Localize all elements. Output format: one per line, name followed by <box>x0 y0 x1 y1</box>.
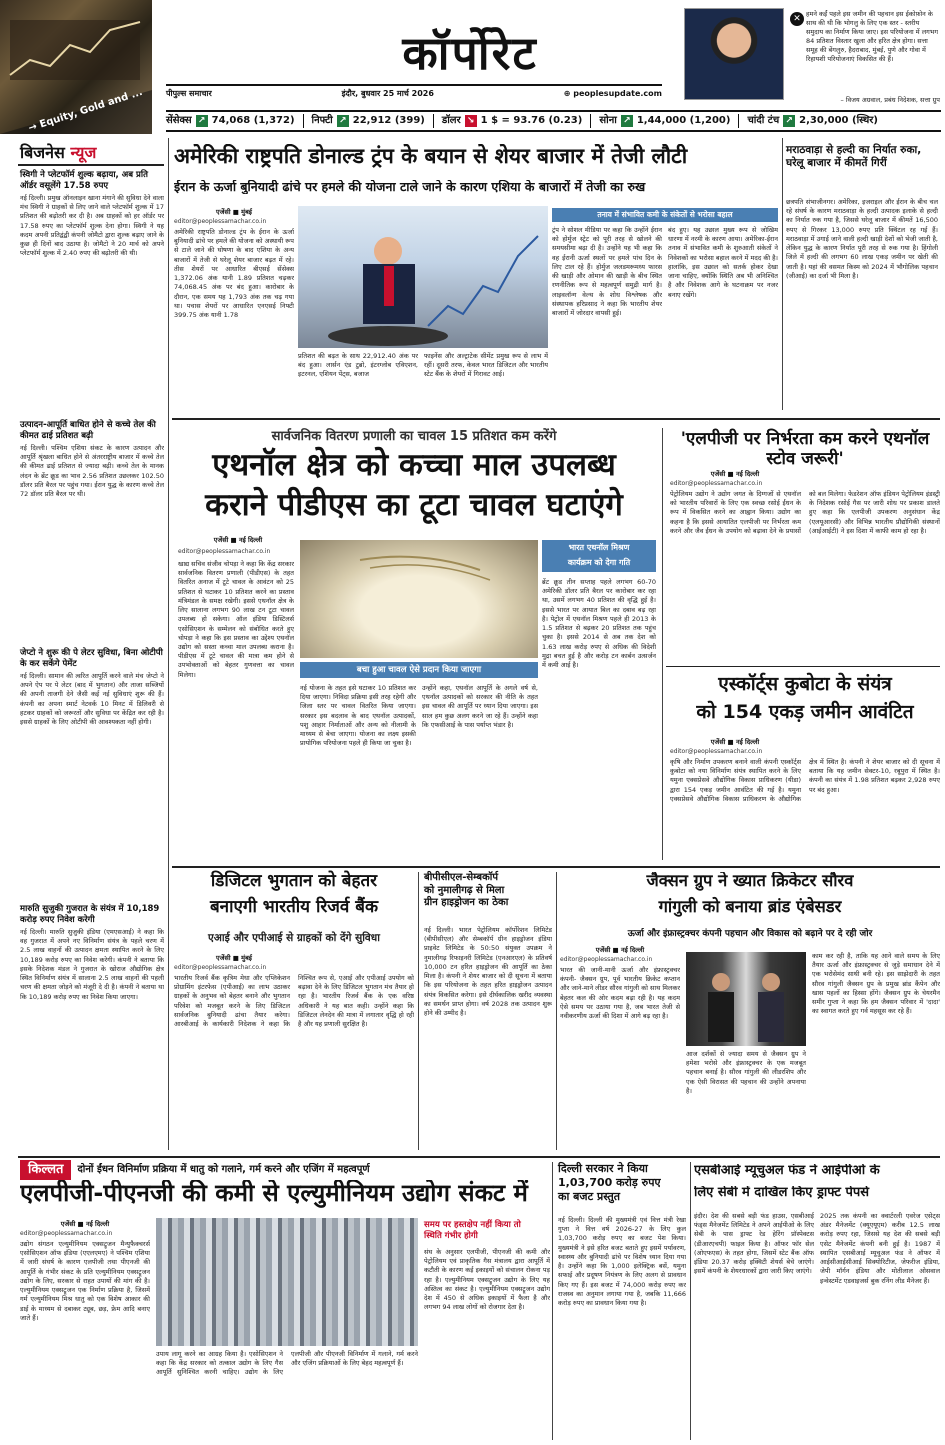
date-line: इंदौर, बुधवार 25 मार्च 2026 <box>341 89 434 98</box>
story-maruti-body: नई दिल्ली। मारुति सुजुकी इंडिया (एमएसआई) ने कहा कि वह गुजरात में अपने नए विनिर्माण संयंत्र के पहले चरण में 2.5 लाख वाहनों की उत्पादन क्षमता स्थापित करने के लिए 10,189 करोड़ रुपए का निवेश करेगी। कंपनी ने बताया कि इसके निदेशक मंडल ने गुजरात के खोराज औद्योगिक क्षेत्र स्थित विनिर्माण संयंत्र में सालाना 2.5 लाख वाहनों की पहली चरण की क्षमता जोड़ने को मंजूरी दे दी है। कंपनी ने बताया था कि 10,189 करोड़ रुपए का निवेश किया जाएगा। <box>20 928 164 1001</box>
lead-email: editor@peoplessamachar.co.in <box>174 218 267 225</box>
lead-subhead: ईरान के ऊर्जा बुनियादी ढांचे पर हमले की योजना टाले जाने के कारण एशिया के बाजारों में तेजी का रुख <box>174 180 646 194</box>
aluminium-side-heading-2: स्थिति गंभीर होगी <box>424 1230 478 1241</box>
stock-image-caption: → Equity, Gold and ... <box>27 86 144 135</box>
market-chart-graphic <box>298 206 548 348</box>
aluminium-side-body: संघ के अनुसार एलपीजी, पीएनजी की कमी और पेट्रोलियम एवं प्राकृतिक गैस मंत्रालय द्वारा आपूर्ति में कटौती के कारण कई इकाइयों को संचालन रोकना पड़ रहा है। एल्युमीनियम एक्सट्रूजन उद्योग के लिए यह अस्तित्व का संकट है। एल्युमीनियम एक्सट्रूजन उद्योग देश में 450 से अधिक इकाइयों में फैला है और लगभग 94 लाख लोगों को रोजगार देता है। <box>424 1248 550 1312</box>
digital-headline-1: डिजिटल भुगतान को बेहतर <box>210 871 378 891</box>
jackson-subhead: ऊर्जा और इंफ्रास्ट्रक्चर कंपनी पहचान और विकास को बढ़ाने पर दे रही जोर <box>627 929 873 939</box>
sbi-body-2: 2025 तक कंपनी का क्वार्टरली एवरेज एसेट्स अंडर मैनेजमेंट (क्यूएयूएम) करीब 12.5 लाख करोड़ रुपए रहा, जिससे यह देश की सबसे बड़ी एसेट मैनेजमेंट कंपनी बनी हुई है। 1987 में स्थापित एसबीआई म्यूचुअल फंड ने ऑफर में आईसीआईसीआई सिक्योरिटीज, जेफरीज इंडिया, जेपी मॉर्गन इंडिया और मोतीलाल ओसवाल इन्वेस्टमेंट एडवाइजर्स बुक रनिंग लीड मैनेजर हैं। <box>820 1212 940 1285</box>
people-graphic <box>686 952 806 1046</box>
jackson-photo-body: आज दर्शकों से ज्यादा समय से जैक्सन ग्रुप ने हमेशा भरोसे और इंफ्रास्ट्रक्चर के एक मजबूत पहचान बनाई है। सौरव गांगुली की लीडरशिप और एक ऐसी विरासत की पहचान की उन्होंने अपनाया है। <box>686 1050 806 1095</box>
jackson-email: editor@peoplessamachar.co.in <box>560 956 653 963</box>
md-portrait <box>684 8 784 100</box>
ticker-sensex-value: 74,068 (1,372) <box>211 115 295 127</box>
aluminium-kicker: दोनों ईंधन विनिर्माण प्रक्रिया में धातु को गलाने, गर्म करने और एजिंग में महत्वपूर्ण <box>77 1164 370 1176</box>
ethanol-kicker: सार्वजनिक वितरण प्रणाली का चावल 15 प्रतिशत कम करेंगे <box>271 429 557 444</box>
killat-row <box>20 1160 540 1180</box>
aluminium-side-heading-1: समय पर हस्तक्षेप नहीं किया तो <box>424 1220 521 1230</box>
ticker-nifty-value: 22,912 (399) <box>352 115 425 127</box>
ticker-gold-label: सोना <box>599 115 617 127</box>
section-title: कॉर्पोरेट <box>402 26 538 80</box>
ethanol-side-caption-1: भारत एथनॉल मिश्रण <box>568 543 630 552</box>
digital-body: भारतीय रिजर्व बैंक कृत्रिम मेधा और एप्लिकेशन प्रोग्रामिंग इंटरफेस (एपीआई) का लाभ उठाकर ग्राहकों के अनुभव को बेहतर बनाने और भुगतान परिवेश को मजबूत करने के लिए डिजिटल सार्वजनिक बुनियादी ढांचा तैयार करेगा। आरबीआई के कार्यकारी निदेशक ने कहा कि निश्चित रूप से, एआई और एपीआई उपयोग को बढ़ावा देने के लिए डिजिटल भुगतान मंच तैयार हो रहा है। भारतीय रिजर्व बैंक के एक वरिष्ठ अधिकारी ने यह बात कही। उन्होंने कहा कि डिजिटल लेनदेन की मात्रा में लगातार वृद्धि हो रही है और यह प्रणाली सुरक्षित है। <box>174 974 414 1029</box>
ethanol-headline-1: एथनॉल क्षेत्र को कच्चा माल उपलब्ध <box>212 447 616 483</box>
ethanol-side-caption-2: कार्यक्रम को देगा गति <box>567 558 631 567</box>
up-arrow-icon: ↗ <box>196 115 208 127</box>
website-text: peoplesupdate.com <box>573 89 662 98</box>
delhi-body: नई दिल्ली। दिल्ली की मुख्यमंत्री एवं वित्त मंत्री रेखा गुप्ता ने वित्त वर्ष 2026-27 के लिए कुल 1,03,700 करोड़ रुपए का बजट पेश किया। मुख्यमंत्री ने इसे हरित बजट बताते हुए इसमें पर्यावरण, स्वास्थ्य और बुनियादी ढांचे पर विशेष ध्यान दिया गया है। उन्होंने कहा कि 1,000 इलेक्ट्रिक बसें, यमुना सफाई और प्रदूषण नियंत्रण के लिए अलग से प्रावधान किए गए हैं। इस बजट में 74,000 करोड़ रुपए कर राजस्व का अनुमान लगाया गया है, जबकि 11,666 करोड़ रुपए का प्रावधान किया गया है। <box>558 1216 686 1307</box>
trump-photo <box>298 206 548 348</box>
business-news-title <box>20 142 160 164</box>
lead-body-2: प्रतिशत की बढ़त के साथ 22,912.40 अंक पर बंद हुआ। लार्सन एंड टुब्रो, इंटरग्लोब एविएशन, इटरनल, एशियन पेंट्स, बजाज <box>298 352 418 379</box>
ticker-sensex-label: सेंसेक्स <box>166 115 192 127</box>
masthead-info <box>166 84 662 100</box>
aluminium-side-heading <box>424 1220 550 1241</box>
ticker-silver-label: चांदी टंच <box>747 115 780 127</box>
delhi-headline-2: 1,03,700 करोड़ रुपए <box>558 1175 661 1189</box>
delhi-headline <box>558 1162 686 1203</box>
jackson-body-2: काम कर रही है, ताकि यह आने वाले समय के लिए तैयार ऊर्जा और इंफ्रास्ट्रक्चर से जुड़े समाधान देने में एक भरोसेमंद साथी बनी रहे। इस साझेदारी के तहत सौरव गांगुली जैक्सन ग्रुप के प्रमुख ब्रांड कैंपेन और खास पहलों का हिस्सा होंगे। जैक्सन ग्रुप के चेयरमैन समीर गुप्ता ने कहा कि हम जैक्सन परिवार में 'दादा' का स्वागत करते हुए गर्व महसूस कर रहे हैं। <box>812 952 940 1016</box>
delhi-headline-3: का बजट प्रस्तुत <box>558 1189 621 1203</box>
bpcl-headline-3: ग्रीन हाइड्रोजन का ठेका <box>424 897 509 908</box>
jackson-byline: एजेंसी ■ नई दिल्ली <box>595 946 645 954</box>
delhi-headline-1: दिल्ली सरकार ने किया <box>558 1162 648 1175</box>
rice-photo <box>300 540 538 658</box>
aluminium-byline: एजेंसी ■ नई दिल्ली <box>60 1220 110 1228</box>
ticker-gold-value: 1,44,000 (1,200) <box>636 115 731 127</box>
ticker-dollar-label: डॉलर <box>441 115 461 127</box>
aluminium-email: editor@peoplessamachar.co.in <box>20 1230 113 1237</box>
story-swiggy-body: नई दिल्ली। प्रमुख ऑनलाइन खाना मंगाने की सुविधा देने वाला मंच स्विगी ने ग्राहकों से लिए जाने वाले प्लेटफॉर्म शुल्क में 17 प्रतिशत की बढ़ोतरी कर दी है। अब ग्राहकों को हर ऑर्डर पर 17.58 रुपए का प्लेटफॉर्म शुल्क देना होगा। स्विगी ने यह कदम अपनी प्रतिद्वंद्वी कंपनी जोमैटो द्वारा शुल्क बढ़ाए जाने के कुछ ही दिनों बाद उठाया है। जोमैटो ने 20 मार्च को अपने प्लेटफॉर्म शुल्क में 2.40 रुपए की बढ़ोतरी की थी। <box>20 194 164 258</box>
ethanol-headline-2: कराने पीडीएस का टूटा चावल घटाएंगे <box>205 487 623 523</box>
up-arrow-icon: ↗ <box>621 115 633 127</box>
tension-body-2: बंद हुए। यह उछाल मुख्य रूप से जोखिम धारणा में नरमी के कारण आया। अमेरिका-ईरान तनाव में संभावित कमी के शुरुआती संकेतों ने निवेशकों का भरोसा बहाल करने में मदद की है। हालांकि, इस उछाल को सतर्क होकर देखा जाना चाहिए, क्योंकि स्थिति अब भी अनिश्चित है और निवेशक आगे के घटनाक्रम पर नजर बनाए रखेंगे। <box>668 226 778 299</box>
ethanol-body-4: ब्रेंट क्रूड तीन सप्ताह पहले लगभग 60-70 अमेरिकी डॉलर प्रति बैरल पर कारोबार कर रहा था, उसमें लगभग 40 प्रतिशत की वृद्धि हुई है। इससे भारत पर आयात बिल का दबाव बढ़ रहा है। पेट्रोल में एथनॉल मिश्रण पहले ही 2013 के 1.5 प्रतिशत से बढ़कर 20 प्रतिशत तक पहुंच चुका है। इससे 2014 से अब तक देश को 1.63 लाख करोड़ रुपए से अधिक की विदेशी मुद्रा बचत हुई है और करोड़ टन कार्बन उत्सर्जन में कमी आई है। <box>542 578 656 669</box>
business-news-title-1: बिजनेस <box>20 143 65 162</box>
sbi-headline-1: एसबीआई म्यूचुअल फंड ने आईपीओ के <box>694 1164 880 1178</box>
globe-icon: ⊕ <box>563 89 574 98</box>
down-arrow-icon: ↘ <box>465 115 477 127</box>
digital-email: editor@peoplessamachar.co.in <box>174 964 267 971</box>
ticker-dollar-value: 1 $ = 93.76 (0.23) <box>480 115 583 127</box>
bpcl-body: नई दिल्ली। भारत पेट्रोलियम कॉर्पोरेशन लिमिटेड (बीपीसीएल) और सेम्बकॉर्प ग्रीन हाइड्रोजन इंडिया प्राइवेट लिमिटेड के 50:50 संयुक्त उपक्रम ने नुमालीगढ़ रिफाइनरी लिमिटेड (एनआरएल) के प्रतिवर्ष 10,000 टन हरित हाइड्रोजन की आपूर्ति का ठेका मिला है। कंपनी ने शेयर बाजार को दी सूचना में बताया कि इस परियोजना के तहत हरित हाइड्रोजन उत्पादन संयंत्र विकसित करेगा। इसे दीर्घकालिक खरीद व्यवस्था का समर्थन प्राप्त होगा। वर्ष 2028 तक उत्पादन शुरू होने की उम्मीद है। <box>424 926 552 1017</box>
top-quote-attribution: – विजय अग्रवाल, प्रबंध निदेशक, सत्ता ग्रुप <box>840 96 940 104</box>
x-social-icon: ✕ <box>790 12 804 26</box>
sbi-headline-2: लिए सेबी में दाखिल किए ड्राफ्ट पेपर्स <box>694 1186 870 1200</box>
digital-byline: एजेंसी ■ मुंबई <box>216 954 252 962</box>
ethanol-body-3: उन्होंने कहा, एथनॉल आपूर्ति के अगले वर्ष से, एथनॉल उत्पादकों को सरकार की नीति के तहत इस चावल की आपूर्ति पर ध्यान दिया जाएगा। इस साल हम कुछ अलग करने जा रहे हैं। उन्होंने कहा कि एफसीआई के पास पर्याप्त भंडार है। <box>422 684 538 729</box>
escorts-body: कृषि और निर्माण उपकरण बनाने वाली कंपनी एस्कॉर्ट्स कुबोटा को नया विनिर्माण संयंत्र स्थापित करने के लिए यमुना एक्सप्रेसवे औद्योगिक विकास प्राधिकरण (यीडा) द्वारा 154 एकड़ जमीन आवंटित की गई है। यमुना एक्सप्रेसवे औद्योगिक विकास प्राधिकरण के औद्योगिक क्षेत्र में स्थित है। कंपनी ने शेयर बाजार को दी सूचना में बताया कि यह जमीन सेक्टर-10, रबूपुरा में स्थित है। कंपनी का संयंत्र में 1.98 प्रतिशत बढ़कर 2,928 रुपए पर बंद हुआ। <box>670 758 940 803</box>
lpg-ethanol-body: पेट्रोलियम उद्योग ने उद्योग जगत के दिग्गजों से एथनॉल को भारतीय परिवारों के लिए एक स्वच्छ रसोई ईंधन के रूप में विकसित करने का आह्वान किया। उद्योग का कहना है कि इससे आयातित एलपीजी पर निर्भरता कम करने और जैव ईंधन के उपयोग को बढ़ावा देने के प्रयासों को बल मिलेगा। फेडरेशन ऑफ इंडियन पेट्रोलियम इंडस्ट्री के निदेशक रसोई गैस पर जारी शोध पर प्रकाश डालते हुए कहा कि एलपीजी उपकरण अनुसंधान केंद्र (एलयूआरसी) और विभिन्न भारतीय प्रौद्योगिकी संस्थानों (आईआईटी) ने इस दिशा में काफी काम हो रहा है। <box>670 490 940 535</box>
jackson-headline-1: जैक्सन ग्रुप ने ख्यात क्रिकेटर सौरव <box>646 872 854 890</box>
up-arrow-icon: ↗ <box>783 115 795 127</box>
aluminium-body-1: उद्योग संगठन एल्युमीनियम एक्सट्रूजन मैन्युफैक्चरर्स एसोसिएशन ऑफ इंडिया (एएलएमए) ने पश्चिम एशिया में जारी संघर्ष के कारण एलपीजी तथा पीएनजी की आपूर्ति के गंभीर संकट के प्रति एल्युमीनियम एक्सट्रूजन उद्योग के लिए, सरकार से राहत उपायों की मांग की है। एल्युमीनियम एक्सट्रूजन एक निर्माण प्रक्रिया है, जिसमें गर्म एल्युमीनियम मिश्र धातु को एक विशेष आकार की डाई के माध्यम से दबाकर ट्यूब, छड़, फ्रेम आदि बनाए जाते हैं। <box>20 1240 150 1322</box>
ethanol-side-caption <box>542 540 656 572</box>
up-arrow-icon: ↗ <box>337 115 349 127</box>
aluminium-body-2: उपाय लागू करने का आग्रह किया है। एसोसिएशन ने कहा कि केंद्र सरकार को तत्काल उद्योग के लिए गैस आपूर्ति सुनिश्चित करनी चाहिए। उद्योग के लिए एलपीजी और पीएनजी विनिर्माण में गलाने, गर्म करने और एजिंग प्रक्रियाओं के लिए बेहद महत्वपूर्ण हैं। <box>156 1350 418 1377</box>
lead-body-3: फाइनेंस और अल्ट्राटेक सीमेंट प्रमुख रूप से लाभ में रहीं। दूसरी तरफ, केवल भारत डिजिटल और भारतीय स्टेट बैंक के शेयरों में गिरावट आई। <box>424 352 548 379</box>
publisher-name: पीपुल्स समाचार <box>166 89 212 98</box>
sbi-body-1: इंदौर। देश की सबसे बड़ी फंड हाउस, एसबीआई फंड्स मैनेजमेंट लिमिटेड ने अपने आईपीओ के लिए सेबी के पास ड्राफ्ट रेड हेरिंग प्रॉस्पेक्टस (डीआरएचपी) फाइल किया है। ऑफर फॉर सेल (ओएफएस) के तहत होगा, जिसमें स्टेट बैंक ऑफ इंडिया 20.37 करोड़ इक्विटी शेयर्स बेचे जाएंगे। इसमें कंपनी के शेयरधारकों द्वारा जारी किए जाएंगे। <box>694 1212 814 1276</box>
lpg-ethanol-headline: 'एलपीजी पर निर्भरता कम करने एथनॉल स्टोव जरूरी' <box>680 429 930 469</box>
rice-caption: बचा हुआ चावल ऐसे प्रदान किया जाएगा <box>300 662 538 678</box>
tension-caption: तनाव में संभावित कमी के संकेतों से भरोसा बहाल <box>552 208 778 222</box>
ticker-nifty-label: निफ्टी <box>311 115 333 127</box>
killat-badge: किल्लत <box>20 1160 71 1180</box>
escorts-headline-2: को 154 एकड़ जमीन आवंटित <box>696 701 914 723</box>
aluminium-headline: एलपीजी-पीएनजी की कमी से एल्युमीनियम उद्योग संकट में <box>20 1180 528 1207</box>
story-zepto-headline: जेप्टो ने शुरू की पे लेटर सुविधा, बिना ओटीपी के कर सकेंगे पेमेंट <box>20 648 163 669</box>
story-crude-headline: उत्पादन-आपूर्ति बाधित होने से कच्चे तेल की कीमत ढाई प्रतिशत बढ़ी <box>20 420 156 441</box>
digital-headline-2: बनाएगी भारतीय रिजर्व बैंक <box>209 897 379 917</box>
escorts-byline: एजेंसी ■ नई दिल्ली <box>710 738 760 746</box>
top-quote-text: हमने कर्ई पहले इस जमीन की पहचान इस ईकोफ़ोन के साथ की थी कि भोगलु के लिए एक स्तर - स्तरीय समुदाय का निर्माण किया जाए। इस परियोजना में लगभग 84 प्रतिशत विस्तार खुला और हरित क्षेत्र होगा। सत्ता समूह की बेंगलुरु, हैदराबाद, मुंबई, पुणे और गोवा में रिहायशी परियोजनाएं विकसित की हैं। <box>806 10 938 64</box>
market-ticker <box>166 110 941 132</box>
ticker-silver-value: 2,30,000 (स्थिर) <box>799 115 878 127</box>
bpcl-headline-2: को नुमालीगढ़ से मिला <box>424 884 505 896</box>
jackson-photo <box>686 952 806 1046</box>
lpg-ethanol-byline: एजेंसी ■ नई दिल्ली <box>710 470 760 478</box>
escorts-email: editor@peoplessamachar.co.in <box>670 748 763 755</box>
ethanol-email: editor@peoplessamachar.co.in <box>178 548 271 555</box>
rice-grain-graphic <box>300 540 538 658</box>
website-link[interactable] <box>564 89 662 100</box>
story-maruti-headline: मारुति सुजुकी गुजरात के संयंत्र में 10,189 करोड़ रुपए निवेश करेगी <box>20 904 160 925</box>
lead-body-1: अमेरिकी राष्ट्रपति डोनाल्ड ट्रंप के ईरान के ऊर्जा बुनियादी ढांचे पर हमले की योजना को अस्थायी रूप से टाले जाने की घोषणा के बाद एशिया के अन्य बाजारों में तेजी से घरेलू शेयर बाजार बढ़त में रहे। तीस शेयरों पर आधारित बीएसई सेंसेक्स 1,372.06 अंक यानी 1.89 प्रतिशत चढ़कर 74,068.45 अंक पर बंद हुआ। कारोबार के दौरान, एक समय यह 1,793 अंक तक चढ़ गया था। पचास शेयरों पर आधारित एनएसई निफ्टी 399.75 अंक यानी 1.78 <box>174 228 294 319</box>
ethanol-body-1: खाद्य सचिव संजीव चोपड़ा ने कहा कि केंद्र सरकार सार्वजनिक वितरण प्रणाली (पीडीएस) के तहत वितरित अनाज में टूटे चावल के आवंटन को 25 प्रतिशत से घटाकर 10 प्रतिशत करने का प्रस्ताव मंत्रिमंडल के समक्ष रखेगी। इससे एथनॉल क्षेत्र के लिए सालाना लगभग 90 लाख टन टूटा चावल उपलब्ध हो सकेगा। ऑल इंडिया डिस्टिलर्स एसोसिएशन के सम्मेलन को संबोधित करते हुए चोपड़ा ने कहा कि इस प्रस्ताव का उद्देश्य एथनॉल उद्योग को सस्ता कच्चा माल उपलब्ध कराना है। पीडीएस में टूटे चावल की मात्रा कम होने से उपभोक्ताओं को बेहतर गुणवत्ता का चावल मिलेगा। <box>178 560 294 679</box>
business-news-title-2: न्यूज <box>70 143 97 162</box>
digital-subhead: एआई और एपीआई से ग्राहकों को देंगे सुविधा <box>208 932 380 944</box>
jackson-body-1: भारत की जानी-मानी ऊर्जा और इंफ्रास्ट्रक्चर कंपनी- जैक्सन ग्रुप, पूर्व भारतीय क्रिकेट कप्तान और जाने-माने लीडर सौरव गांगुली को साथ मिलकर बेहतर कल की ओर कदम बढ़ा रही है। यह कदम ऐसे समय पर उठाया गया है, जब भारत तेजी से नवीकरणीय ऊर्जा की दिशा में आगे बढ़ रहा है। <box>560 966 680 1021</box>
escorts-headline-1: एस्कॉर्ट्स कुबोटा के संयंत्र <box>718 673 892 695</box>
stock-market-image <box>0 0 152 134</box>
story-zepto-body: नई दिल्ली। सामान की त्वरित आपूर्ति करने वाले मंच जेप्टो ने अपने ऐप पर पे लेटर (बाद में भुगतान) और ताजा सब्जियों की अपनी ताजगी देने जैसी कई नई सुविधाएं शुरू की हैं। कंपनी का अपना स्मार्ट नेटवर्क 10 मिनट में डिलिवरी से हटकर ग्राहकों को जरूरतों और सुविधा पर केंद्रित कर रही है। इससे ग्राहकों के लिए ओटीपी की आवश्यकता नहीं होगी। <box>20 672 164 727</box>
bpcl-headline-1: बीपीसीएल-सेम्बकॉर्प <box>424 872 499 883</box>
tension-body-1: ट्रंप ने सोशल मीडिया पर कहा कि उन्होंने ईरान को होर्मुज स्ट्रेट को पूरी तरह से खोलने की समयसीमा बढ़ा दी है। उन्होंने यह भी कहा कि वह ईरानी ऊर्जा स्थलों पर हमले पांच दिन के लिए टाल रहे हैं। होर्मुज जलडमरूमध्य फारस की खाड़ी और ओमान की खाड़ी के बीच स्थित रणनीतिक रूप से महत्वपूर्ण समुद्री मार्ग है। लाइवलॉन्ग वेल्थ के शोध विश्लेषक और संस्थापक हरिप्रसाद ने कहा कि भारतीय शेयर बाजारों में जोरदार वापसी हुई। <box>552 226 662 317</box>
story-crude-body: नई दिल्ली। पश्चिम एशिया संकट के कारण उत्पादन और आपूर्ति श्रृंखला बाधित होने से अंतरराष्ट्रीय बाजार में कच्चे तेल की कीमत ढाई प्रतिशत से ज्यादा बढ़ी। कच्चे तेल के मानक लंदन के ब्रेंट क्रूड का भाव 2.56 प्रतिशत उछलकर 102.50 डॉलर प्रति बैरल पर पहुंच गया। ईरान युद्ध के कारण कच्चे तेल 72 डॉलर प्रति बैरल पर थी। <box>20 444 164 499</box>
lead-headline: अमेरिकी राष्ट्रपति डोनाल्ड ट्रंप के बयान से शेयर बाजार में तेजी लौटी <box>174 144 688 168</box>
story-swiggy-headline: स्विगी ने प्लेटफॉर्म शुल्क बढ़ाया, अब प्रति ऑर्डर वसूलेंगे 17.58 रुपए <box>20 170 148 191</box>
aluminium-photo <box>156 1218 418 1346</box>
lead-byline: एजेंसी ■ मुंबई <box>216 208 252 216</box>
lpg-ethanol-email: editor@peoplessamachar.co.in <box>670 480 763 487</box>
bpcl-headline <box>424 872 552 910</box>
marathwada-headline: मराठवाड़ा से हल्दी का निर्यात रुका, घरेलू बाजार में कीमतें गिरीं <box>786 144 922 170</box>
ethanol-byline: एजेंसी ■ नई दिल्ली <box>213 536 263 544</box>
ethanol-body-2: नई योजना के तहत इसे घटाकर 10 प्रतिशत कर दिया जाएगा। निविदा प्रक्रिया इसी तरह रहेगी और जिला स्तर पर चावल वितरित किया जाएगा। सरकार इस बदलाव के बाद एथनॉल उत्पादकों, पशु आहार निर्माताओं और अन्य को नीलामी के माध्यम से बेचा जाएगा। योजना का लक्ष्य इसकी प्रायोगिक परियोजना पहले ही किया जा चुका है। <box>300 684 416 748</box>
marathwada-body: छत्रपति संभाजीनगर। अमेरिका, इजराइल और ईरान के बीच चल रहे संघर्ष के कारण मराठवाड़ा के हल्दी उत्पादक इलाके से हल्दी का निर्यात रुक गया है, जिससे घरेलू बाजार में कीमतें 16,500 रुपए से गिरकर 13,000 रुपए प्रति क्विंटल रह गई हैं। मराठवाड़ा में उगाई जाने वाली हल्दी खाड़ी देशों को भेजी जाती है, लेकिन युद्ध के कारण निर्यात पूरी तरह से रुक गया है। हिंगोली जिले में हल्दी की लगभग 60 लाख एकड़ जमीन पर खेती की जाती है। यहां की वसमत किस्म को 2024 में भौगोलिक पहचान (जीआई) का दर्जा भी मिला है। <box>786 198 938 280</box>
jackson-headline-2: गांगुली को बनाया ब्रांड एंबेसडर <box>658 897 842 916</box>
